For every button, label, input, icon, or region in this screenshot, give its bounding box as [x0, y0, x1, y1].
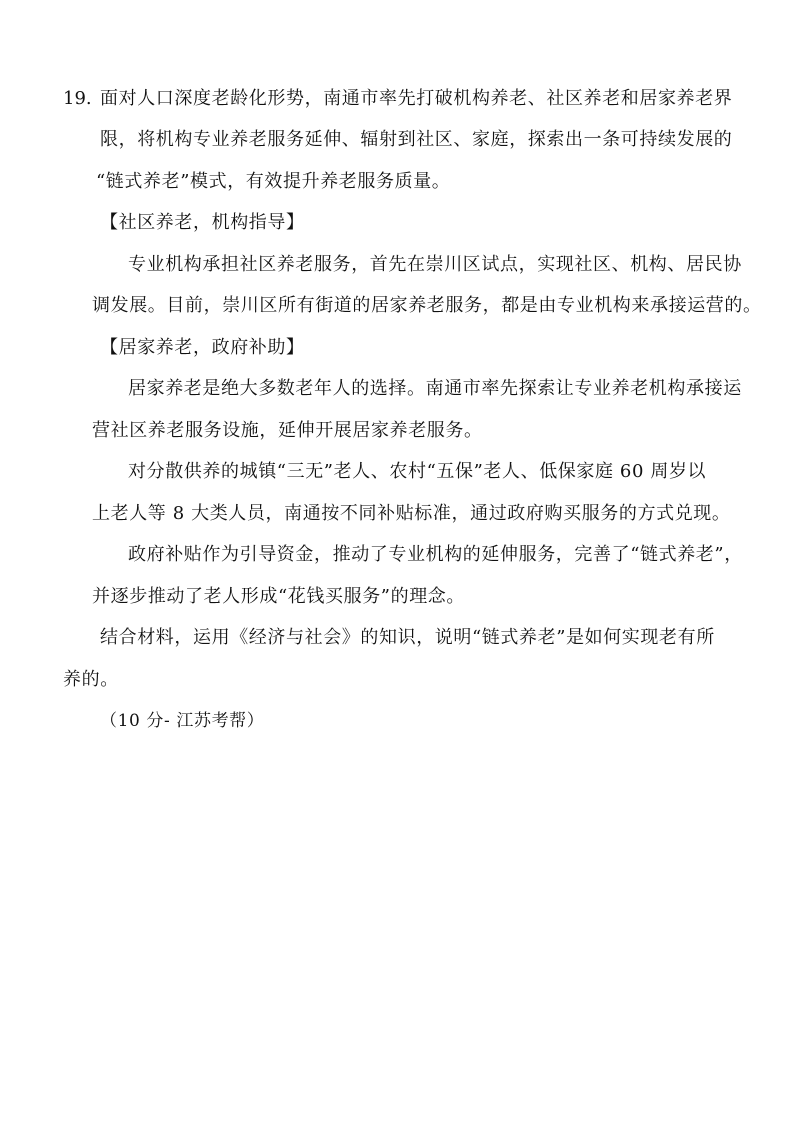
intro-line-3: “链式养老”模式，有效提升养老服务质量。	[96, 171, 451, 192]
intro-line-2: 限，将机构专业养老服务延伸、辐射到社区、家庭，探索出一条可持续发展的	[100, 129, 733, 150]
home-paragraph2-line-2: 上老人等 8 大类人员，南通按不同补贴标准，通过政府购买服务的方式兑现。	[92, 503, 731, 524]
intro-line-1: 面对人口深度老龄化形势，南通市率先打破机构养老、社区养老和居家养老界	[100, 88, 733, 109]
home-paragraph3-line-2: 并逐步推动了老人形成“花钱买服务”的理念。	[92, 586, 466, 607]
task-line-1: 结合材料，运用《经济与社会》的知识，说明“链式养老”是如何实现老有所	[100, 627, 715, 648]
community-paragraph-line-2: 调发展。目前，崇川区所有街道的居家养老服务，都是由专业机构来承接运营的。	[92, 295, 762, 316]
home-paragraph1-line-1: 居家养老是绝大多数老年人的选择。南通市率先探索让专业养老机构承接运	[128, 378, 742, 399]
section-heading-home: 【居家养老，政府补助】	[100, 337, 305, 358]
community-paragraph-line-1: 专业机构承担社区养老服务，首先在崇川区试点，实现社区、机构、居民协	[128, 254, 742, 275]
home-paragraph2-line-1: 对分散供养的城镇“三无”老人、农村“五保”老人、低保家庭 60 周岁以	[128, 461, 707, 482]
home-paragraph3-line-1: 政府补贴作为引导资金，推动了专业机构的延伸服务，完善了“链式养老”，	[128, 544, 743, 565]
home-paragraph1-line-2: 营社区养老服务设施，延伸开展居家养老服务。	[92, 420, 483, 441]
score-note: （10 分- 江苏考帮）	[100, 711, 265, 731]
question-number: 19.	[63, 88, 92, 109]
task-line-2: 养的。	[63, 669, 119, 690]
section-heading-community: 【社区养老，机构指导】	[100, 212, 305, 233]
